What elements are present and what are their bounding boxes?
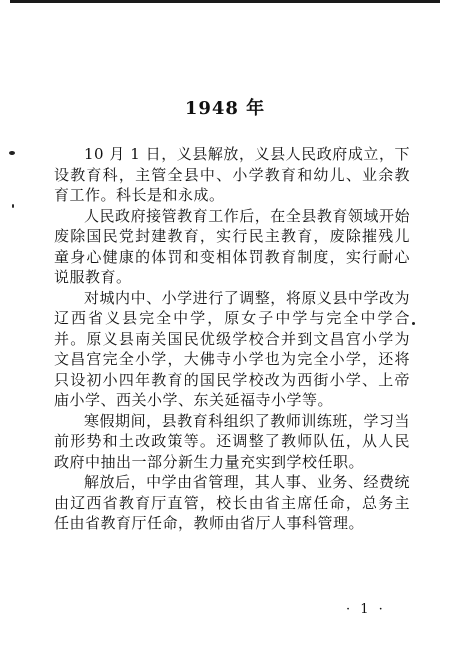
scan-speck-1 (9, 151, 15, 155)
top-border-rule (10, 0, 440, 3)
page-title: 1948 年 (184, 98, 266, 119)
paragraph-4: 寒假期间，县教育科组织了教师训练班，学习当前形势和土改政策等。还调整了教师队伍，从人民政府中抽出一部分新生力量充实到学校任职。 (54, 411, 410, 471)
paragraph-2: 人民政府接管教育工作后，在全县教育领域开始废除国民党封建教育，实行民主教育，废除摧残儿童身心健康的体罚和变相体罚教育制度，实行耐心说服教育。 (54, 206, 410, 286)
paragraph-1: 10 月 1 日，义县解放，义县人民政府成立，下设教育科，主管全县中、小学教育和幼儿、业余教育工作。科长是和永成。 (54, 145, 410, 204)
scan-speck-3 (412, 322, 415, 325)
body-text (54, 144, 410, 534)
paragraph-3: 对城内中、小学进行了调整，将原义县中学改为辽西省义县完全中学，原女子中学与完全中学合并。原义县南关国民优级学校合并到文昌宫小学为文昌宫完全小学，大佛寺小学也为完全小学，还将只设初小四年教育的国民学校改为西街小学、上帝庙小学、西关小学、东关延福寺小学等。 (54, 288, 410, 409)
scan-speck-2 (12, 204, 14, 208)
page-number: · 1 · (346, 602, 386, 617)
paragraph-5: 解放后，中学由省管理，其人事、业务、经费统由辽西省教育厅直管，校长由省主席任命，总务主任由省教育厅任命，教师由省厅人事科管理。 (54, 473, 410, 532)
